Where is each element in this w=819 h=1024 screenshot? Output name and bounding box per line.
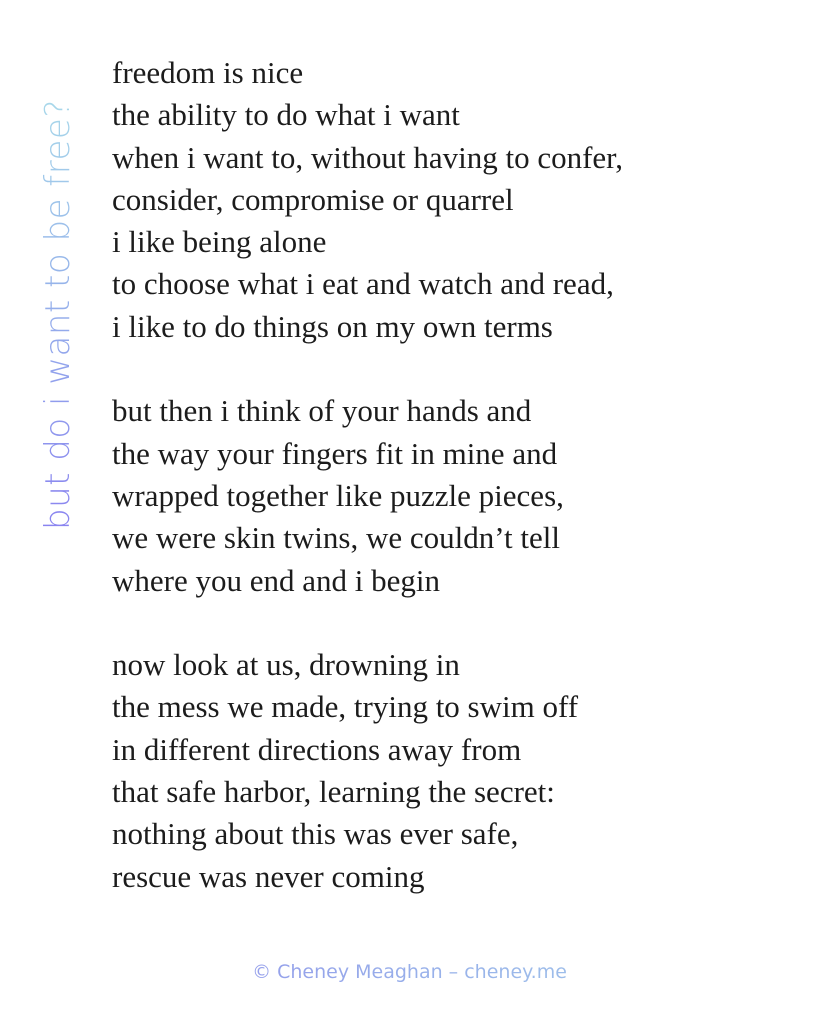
poem-line: but then i think of your hands and <box>112 393 532 429</box>
credit-text: © Cheney Meaghan – cheney.me <box>252 961 567 983</box>
poem-line: i like to do things on my own terms <box>112 308 553 344</box>
poem-line: now look at us, drowning in <box>112 647 460 683</box>
poem-line: when i want to, without having to confer, <box>112 139 624 175</box>
poem-line: where you end and i begin <box>112 562 440 598</box>
copyright-credit <box>0 958 819 986</box>
poem-line: that safe harbor, learning the secret: <box>112 774 555 810</box>
poem-line: to choose what i eat and watch and read, <box>112 266 614 302</box>
poem-line: consider, compromise or quarrel <box>112 181 514 217</box>
poem-line: we were skin twins, we couldn’t tell <box>112 520 560 556</box>
poem-body <box>112 52 802 898</box>
poem-line: the ability to do what i want <box>112 97 460 133</box>
stanza-2 <box>112 390 802 601</box>
poem-line: the mess we made, trying to swim off <box>112 689 579 725</box>
poem-line: wrapped together like puzzle pieces, <box>112 477 564 513</box>
stanza-1 <box>112 52 802 348</box>
poem-line: i like being alone <box>112 224 327 260</box>
vertical-title: but do i want to be free? <box>38 99 78 530</box>
stanza-3 <box>112 644 802 898</box>
poem-line: in different directions away from <box>112 731 522 767</box>
poem-line: the way your fingers fit in mine and <box>112 435 558 471</box>
poem-line: nothing about this was ever safe, <box>112 816 519 852</box>
poem-line: rescue was never coming <box>112 858 425 894</box>
poem-line: freedom is nice <box>112 55 304 90</box>
